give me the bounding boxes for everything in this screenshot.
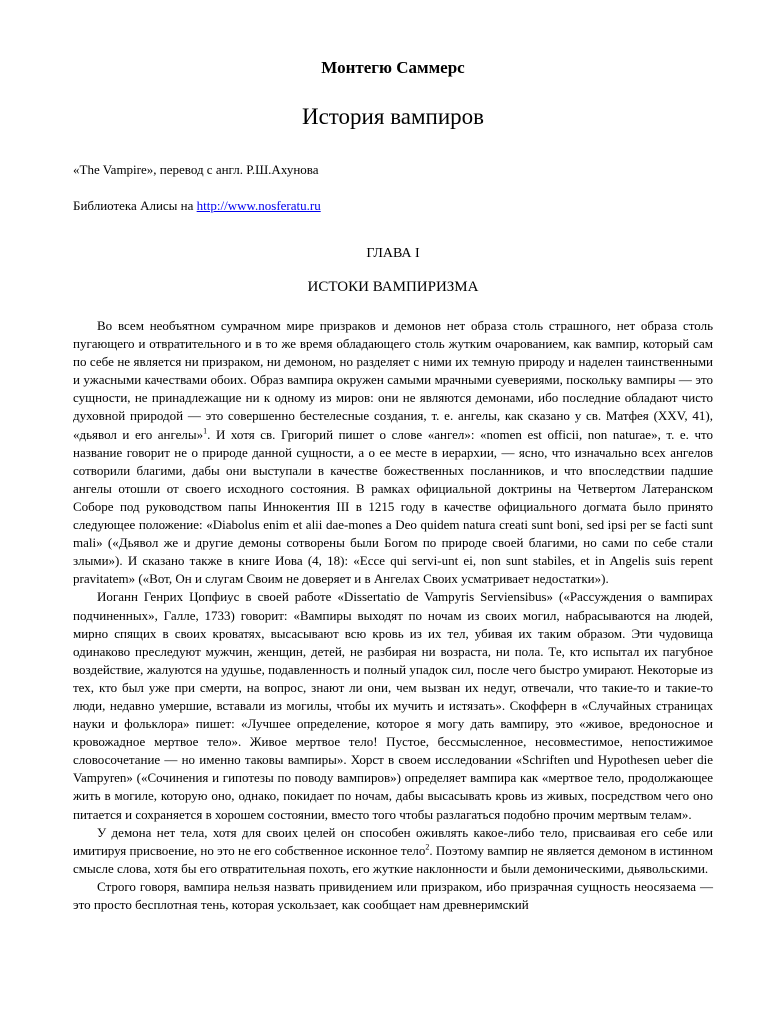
paragraph-1-part-a: Во всем необъятном сумрачном мире призраков и демонов нет образа столь страшного, нет образа столь пугающего и отвратительного и в то же время обладающего столь жутким очарованием, как вампир, который сам по себе не является ни призраком, ни демоном, но разделяет с ними их темную природу и наделен таинственными и ужасными качествами обоих. Образ вампира окружен самыми мрачными суевериями, поскольку вампиры — это сущности, не принадлежащие ни к одному из миров: они не являются демонами, ибо последние обладают чисто духовной природой — это совершенно бестелесные создания, т. е. ангелы, как сказано у св. Матфея (XXV, 41), «дьявол и его ангелы»	[73, 318, 713, 442]
translation-note: «The Vampire», перевод с англ. Р.Ш.Ахунова	[73, 162, 319, 177]
chapter-body	[73, 317, 713, 914]
library-line	[73, 198, 321, 214]
footnote-ref-2[interactable]: 2	[425, 842, 430, 852]
paragraph-3-part-b: . Поэтому вампир не является демоном в истинном смысле слова, хотя бы его отвратительная похоть, его жуткие наклонности и были демоническими, дьявольскими.	[73, 842, 713, 876]
paragraph-2	[73, 588, 713, 823]
paragraph-1-part-b: . И хотя св. Григорий пишет о слове «ангел»: «nomen est officii, non naturae», т. е. что название говорит не о природе данной сущности, а о ее месте в иерархии, — ясно, что изначально всех ангелов сотворили благими, дабы они выступали в качестве божественных посланников, и что впоследствии падшие ангелы отошли от своего исходного состояния. В рамках официальной доктрины на Четвертом Латеранском Соборе под руководством папы Иннокентия III в 1215 году в качестве официального догмата было принято следующее положение: «Diabolus enim et alii dae-mones a Deo quidem natura creati sunt boni, sed ipsi per se facti sunt mali» («Дьявол же и другие демоны сотворены были Богом по природе своей благими, но сами по себе стали злыми»). И сказано также в книге Иова (4, 18): «Ecce qui servi-unt ei, non sunt stabiles, et in Angelis suis repent pravitatem» («Вот, Он и слугам Своим не доверяет и в Ангелах Своих усматривает недостатки»).	[73, 426, 713, 587]
chapter-label: ГЛАВА I	[366, 246, 420, 261]
paragraph-4-text: Строго говоря, вампира нельзя назвать привидением или призраком, ибо призрачная сущность неосязаема — это просто бесплотная тень, которая ускользает, как сообщает нам древнеримский	[73, 878, 713, 912]
paragraph-1	[73, 317, 713, 588]
paragraph-3-part-a: У демона нет тела, хотя для своих целей он способен оживлять какое-либо тело, присваивая его себе или имитируя присвоение, но это не его собственное исконное тело	[73, 824, 713, 858]
paragraph-2-text: Иоганн Генрих Цопфиус в своей работе «Dissertatio de Vampyris Serviensibus» («Рассуждения о вампирах подчиненных», Галле, 1733) говорит: «Вампиры выходят по ночам из своих могил, набрасываются на людей, мирно спящих в своих кроватях, высасывают всю кровь из их тел, убивая их таким образом. Эти чудовища одинаково преследуют мужчин, женщин, детей, не разбирая ни возраста, ни пола. Те, кто испытал их пагубное воздействие, жалуются на удушье, подавленность и полный упадок сил, после чего быстро умирают. Некоторые из тех, кто был уже при смерти, на вопрос, знают ли они, чем вызван их недуг, отвечали, что такие-то и такие-то люди, недавно умершие, вставали из могилы, чтобы их мучить и истязать». Скофферн в «Случайных страницах науки и фольклора» пишет: «Лучшее определение, которое я могу дать вампиру, это «живое, вредоносное и кровожадное мертвое тело». Живое мертвое тело! Пустое, бессмысленное, несовместимое, непостижимое словосочетание — но именно таковы вампиры». Хорст в своем исследовании «Schriften und Hypothesen ueber die Vampyren» («Сочинения и гипотезы по поводу вампиров») определяет вампира как «мертвое тело, продолжающее жить в могиле, которую оно, однако, покидает по ночам, дабы высасывать кровь из живых, посредством чего оно питается и сохраняется в хорошем состоянии, вместо того чтобы разлагаться подобно прочим мертвым телам».	[73, 589, 713, 822]
paragraph-3	[73, 824, 713, 878]
library-link[interactable]: http://www.nosferatu.ru	[196, 198, 321, 213]
book-title: История вампиров	[301, 104, 484, 129]
footnote-ref-1[interactable]: 1	[203, 426, 208, 436]
paragraph-4	[73, 878, 713, 914]
chapter-title: ИСТОКИ ВАМПИРИЗМА	[307, 279, 479, 295]
book-author: Монтегю Саммерс	[321, 58, 465, 77]
library-prefix: Библиотека Алисы на	[73, 198, 194, 213]
